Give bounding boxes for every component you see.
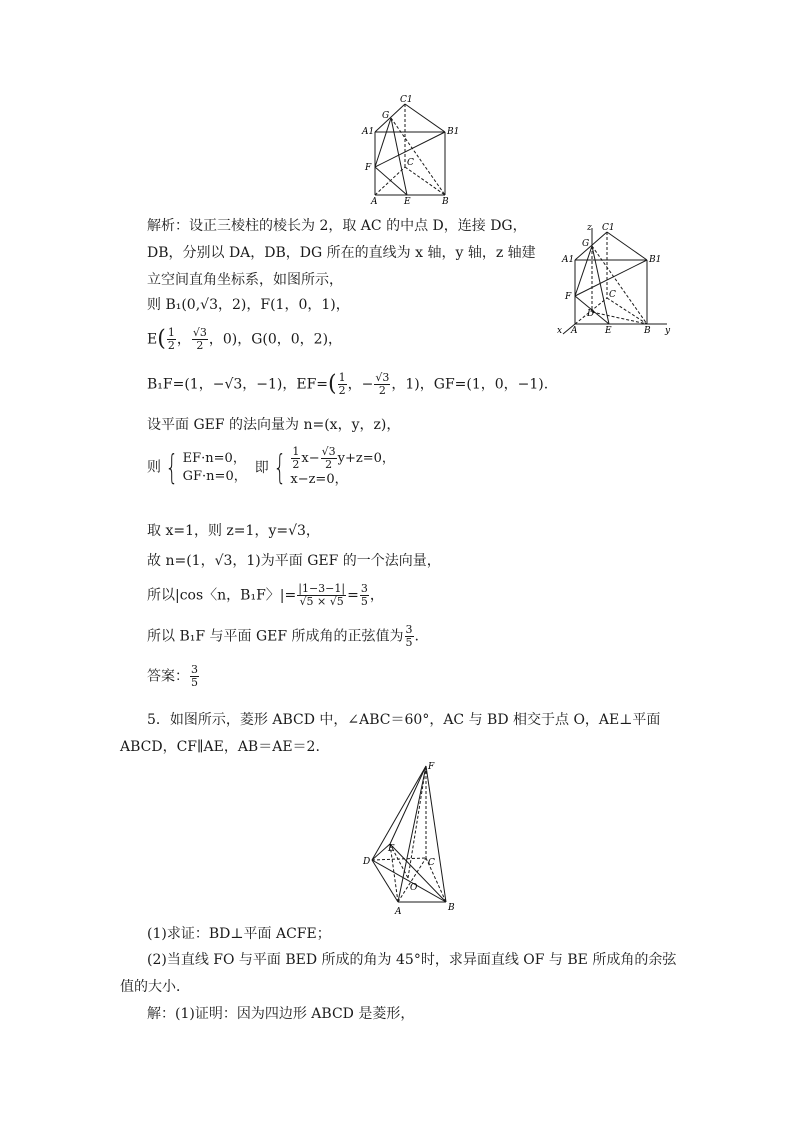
system-prefix: 则 [147,459,161,476]
fraction: $\frac{3}{5}$ [360,582,368,608]
problem5-statement: 5．如图所示，菱形 ABCD 中，∠ABC＝60°，AC 与 BD 相交于点 O，AE⊥平面 ABCD，CF∥AE，AB＝AE＝2. [120,712,661,755]
fraction: $\frac{3}{5}$ [191,663,198,689]
fig1-label: B [442,197,449,207]
cos-prefix: 所以|cos〈n，B₁F〉|= [147,587,297,604]
coords-text: E [147,331,158,348]
fig2-label: A1 [562,255,575,265]
fig2-label: G [582,239,590,249]
fig1-label: B1 [447,127,460,137]
answer-line [147,664,200,689]
fig1-label: A1 [362,127,375,137]
fig2-label: B [644,326,651,336]
fig2-label: x [557,326,563,336]
brace-icon: { [165,447,179,488]
fraction: $\frac{1}{2}$ [338,371,346,397]
fraction: $\frac{√3}{2}$ [192,326,207,352]
problem5-q2: (2)当直线 FO 与平面 BED 所成的角为 45°时，求异面直线 OF 与 BE 所成角的余弦值的大小． [120,952,677,995]
fig1-label: F [365,163,372,173]
system-2: $\frac{1}{2}$ x− $\frac{√3}{2}$ y+z=0， x−z=0， [290,445,395,487]
figure-prism-axes [555,220,675,340]
normal-result: 故 n=(1，√3，1)为平面 GEF 的一个法向量， [147,553,441,569]
answer-label: 答案： [147,668,189,685]
vector-b1f: B₁F=(1，−√3，−1)， [147,376,297,393]
normal-def: 设平面 GEF 的法向量为 n=(x，y，z)， [147,417,401,433]
fraction: $\frac{√3}{2}$ [375,371,390,397]
equation-system [147,446,395,489]
fig2-label: A [571,326,578,336]
coords-line-2: E( $\frac{1}{2}$ ， $\frac{√3}{2}$ ，0)，G(0，0，2)， [147,326,343,352]
fig1-label: G [382,111,390,121]
fig2-label: C [609,290,616,300]
system-1: EF·n=0， GF·n=0， [182,450,247,484]
solution-intro: 解析：设正三棱柱的棱长为 2，取 AC 的中点 D，连接 DG，DB，分别以 DA，DB，DG 所在的直线为 x 轴，y 轴，z 轴建立空间直角坐标系，如图所示， [147,218,536,288]
fraction: $\frac{3}{5}$ [405,623,413,649]
fig1-label: C1 [400,95,413,105]
fig2-label: z [587,223,592,233]
coords-line-1: 则 B₁(0,√3，2)，F(1，0，1)， [147,297,350,313]
vector-ef: EF= [296,376,329,393]
fig2-label: y [665,326,671,336]
fig1-label: A [371,197,378,207]
fig2-label: B1 [649,255,662,265]
vectors-line: B₁F=(1，−√3，−1)，EF=( $\frac{1}{2}$ ，− $\frac{√3}{2}$ ，1)，GF=(1，0，−1). [147,371,549,397]
coords-text: ，0)，G(0，0，2)， [208,331,343,348]
brace-icon: { [273,447,287,488]
fig3-label: C [428,858,435,868]
vector-text: ，1)， [391,376,434,393]
fig1-label: C [407,158,414,168]
fig3-label: E [388,844,395,854]
problem5-solution-start: 解：(1)证明：因为四边形 ABCD 是菱形， [147,1006,415,1022]
fig2-label: D [587,309,595,319]
fig2-label: C1 [602,223,615,233]
system-mid: 即 [254,459,269,476]
fig3-label: F [428,762,435,772]
fig3-label: B [448,903,455,913]
sine-prefix: 所以 B₁F 与平面 GEF 所成角的正弦值为 [147,628,404,645]
fig3-label: A [395,907,402,917]
take-x: 取 x=1，则 z=1，y=√3， [147,523,320,539]
sine-line: 所以 B₁F 与平面 GEF 所成角的正弦值为 $\frac{3}{5}$ . [147,623,419,649]
fraction: $\frac{|1-3-1|}{√5 \times √5}$ [298,582,346,608]
problem5-q1: (1)求证：BD⊥平面 ACFE； [147,926,331,942]
fig2-label: E [605,326,612,336]
fig2-label: F [565,292,572,302]
fig3-label: O [410,883,418,893]
cos-line: 所以|cos〈n，B₁F〉|= $\frac{|1-3-1|}{√5 \times √5}$ = $\frac{3}{5}$ ， [147,582,384,608]
fig1-label: E [404,197,411,207]
vector-gf: GF=(1，0，−1). [433,376,549,393]
figure-rhombus-solid [362,760,462,920]
fraction: $\frac{1}{2}$ [167,326,175,352]
figure-prism [355,92,465,207]
fig3-label: D [363,857,371,867]
